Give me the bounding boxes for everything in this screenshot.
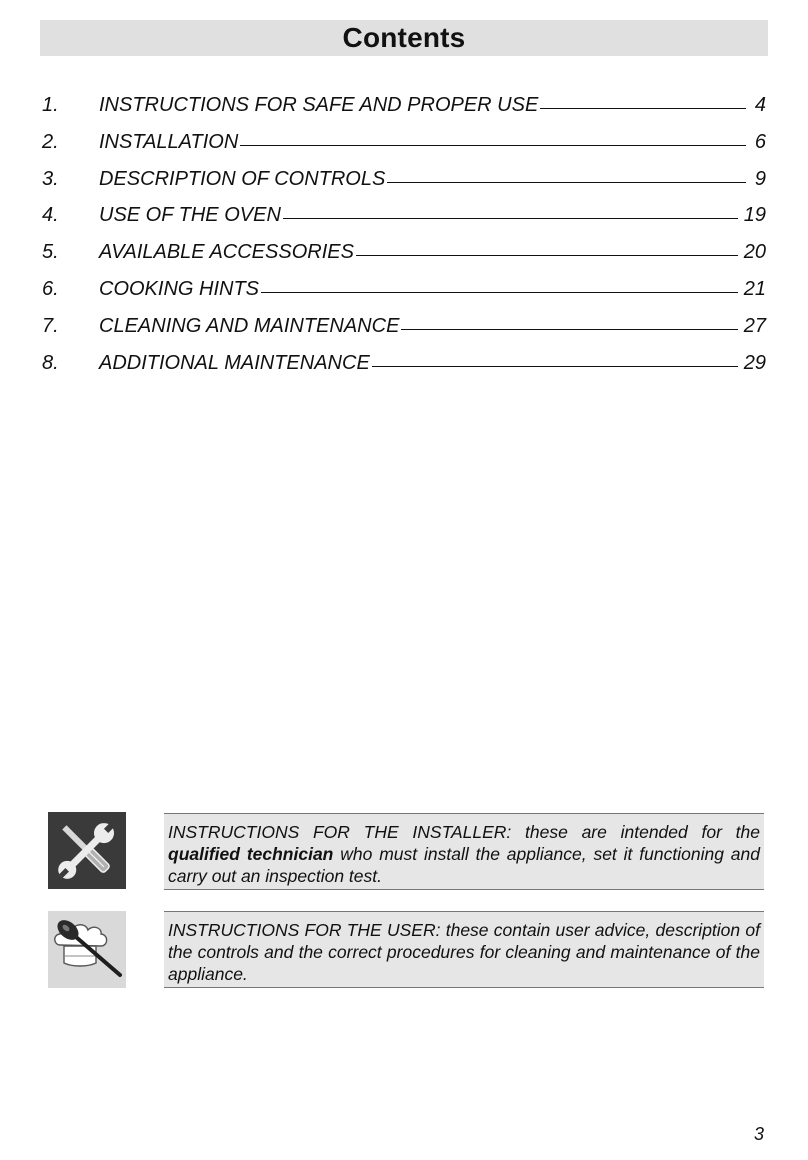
toc-entry[interactable] (42, 278, 766, 315)
toc-leader-line (356, 255, 738, 256)
wrench-screwdriver-icon (48, 812, 126, 889)
chef-hat-spoon-icon (48, 911, 126, 988)
installer-note-text-start: INSTRUCTIONS FOR THE INSTALLER: these are intended for the (168, 822, 760, 842)
toc-leader-line (261, 292, 738, 293)
toc-entry[interactable] (42, 204, 766, 241)
toc-leader-line (387, 182, 746, 183)
installer-note-bold-text: qualified technician (168, 844, 334, 864)
toc-entry-number: 5. (42, 241, 59, 264)
page-number: 3 (753, 1124, 764, 1144)
toc-entry[interactable] (42, 94, 766, 131)
toc-entry-page: 29 (743, 351, 766, 374)
toc-entry-number: 2. (42, 130, 59, 153)
page-title: Contents (342, 22, 466, 53)
toc-entry-title: DESCRIPTION OF CONTROLS (99, 167, 386, 190)
toc-entry-page: 6 (754, 130, 766, 153)
toc-entry[interactable] (42, 168, 766, 205)
toc-entry-number: 7. (42, 314, 59, 337)
toc-entry-page: 9 (754, 167, 766, 190)
toc-entry-title: AVAILABLE ACCESSORIES (99, 241, 354, 264)
toc-entry-title: INSTRUCTIONS FOR SAFE AND PROPER USE (99, 94, 539, 116)
toc-entry-number: 8. (42, 351, 59, 374)
toc-entry-title: ADDITIONAL MAINTENANCE (99, 351, 370, 374)
toc-leader-line (372, 366, 738, 367)
toc-entry-number: 3. (42, 167, 59, 190)
toc-leader-line (401, 329, 737, 330)
toc-entry-number: 1. (42, 94, 59, 116)
toc-leader-line (283, 218, 738, 219)
toc-entry-title: INSTALLATION (99, 130, 239, 153)
toc-leader-line (540, 108, 746, 109)
toc-entry-page: 21 (743, 277, 766, 300)
user-note (164, 911, 764, 988)
toc-entry-page: 19 (743, 204, 766, 227)
toc-entry-number: 6. (42, 277, 59, 300)
toc-entry[interactable] (42, 315, 766, 352)
toc-entry-title: COOKING HINTS (99, 277, 260, 300)
toc-entry-page: 20 (743, 241, 766, 264)
toc-entry-title: USE OF THE OVEN (99, 204, 281, 227)
toc-entry[interactable] (42, 352, 766, 389)
toc-entry[interactable] (42, 131, 766, 168)
table-of-contents (42, 94, 766, 388)
toc-entry-title: CLEANING AND MAINTENANCE (99, 314, 400, 337)
toc-entry-page: 4 (754, 94, 766, 116)
toc-entry-number: 4. (42, 204, 59, 227)
installer-note-text-end: who must install the appliance, set it functioning and carry out an inspection test. (168, 844, 760, 886)
title-bar (40, 20, 768, 56)
installer-note (164, 813, 764, 890)
toc-leader-line (240, 145, 746, 146)
toc-entry-page: 27 (743, 314, 766, 337)
toc-entry[interactable] (42, 241, 766, 278)
user-note-text: INSTRUCTIONS FOR THE USER: these contain user advice, description of the controls and the correct procedures for cleaning and maintenance of the appliance. (168, 920, 760, 984)
